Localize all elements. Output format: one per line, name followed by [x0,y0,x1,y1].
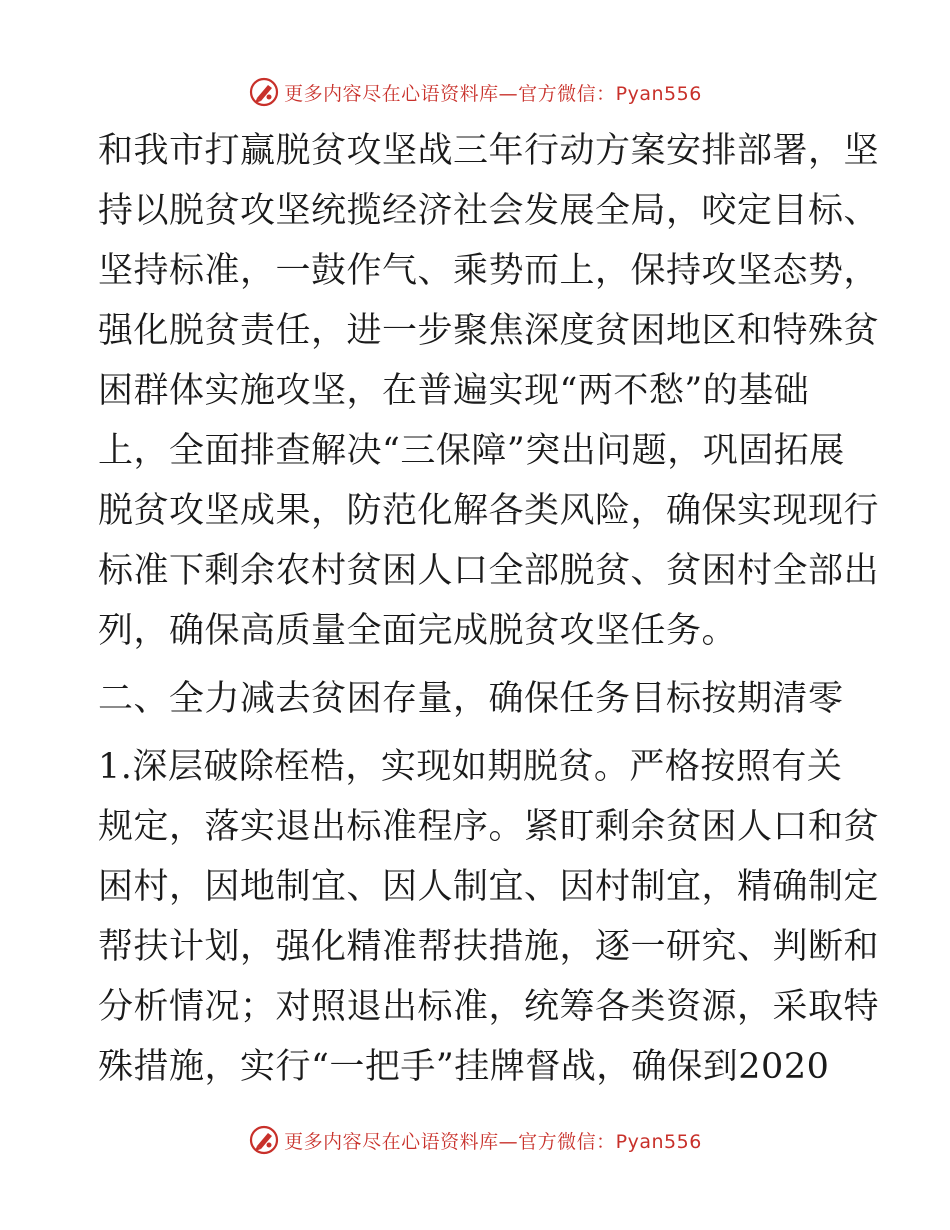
document-body [98,121,880,1097]
text-line: 和我市打赢脱贫攻坚战三年行动方案安排部署，坚 [98,131,880,171]
brand-logo-icon [248,76,280,108]
text-line: 列，确保高质量全面完成脱贫攻坚任务。 [98,611,738,651]
text-line: 坚持标准，一鼓作气、乘势而上，保持攻坚态势， [98,251,880,291]
text-line: 分析情况；对照退出标准，统筹各类资源，采取特 [98,987,880,1027]
text-line: 标准下剩余农村贫困人口全部脱贫、贫困村全部出 [98,551,880,591]
text-line: 困村，因地制宜、因人制宜、因村制宜，精确制定 [98,867,880,907]
text-line: 规定，落实退出标准程序。紧盯剩余贫困人口和贫 [98,807,880,847]
heading-line: 二、全力减去贫困存量，确保任务目标按期清零 [98,679,844,719]
footer-watermark [0,1120,950,1160]
text-line: 强化脱贫责任，进一步聚焦深度贫困地区和特殊贫 [98,311,880,351]
text-line: 1.深层破除桎梏，实现如期脱贫。严格按照有关 [98,747,843,787]
section-heading [98,669,858,729]
text-line: 殊措施，实行“一把手”挂牌督战，确保到2020 [98,1047,830,1087]
text-line: 帮扶计划，强化精准帮扶措施，逐一研究、判断和 [98,927,880,967]
paragraph-1 [98,121,880,661]
watermark-text: 更多内容尽在心语资料库—官方微信：Pyan556 [284,82,702,105]
text-line: 持以脱贫攻坚统揽经济社会发展全局，咬定目标、 [98,191,880,231]
watermark-text: 更多内容尽在心语资料库—官方微信：Pyan556 [284,1130,702,1153]
header-watermark [0,72,950,112]
paragraph-2 [98,737,880,1097]
brand-logo-icon [248,1124,280,1156]
text-line: 困群体实施攻坚，在普遍实现“两不愁”的基础 [98,371,810,411]
text-line: 上，全面排查解决“三保障”突出问题，巩固拓展 [98,431,845,471]
text-line: 脱贫攻坚成果，防范化解各类风险，确保实现现行 [98,491,880,531]
